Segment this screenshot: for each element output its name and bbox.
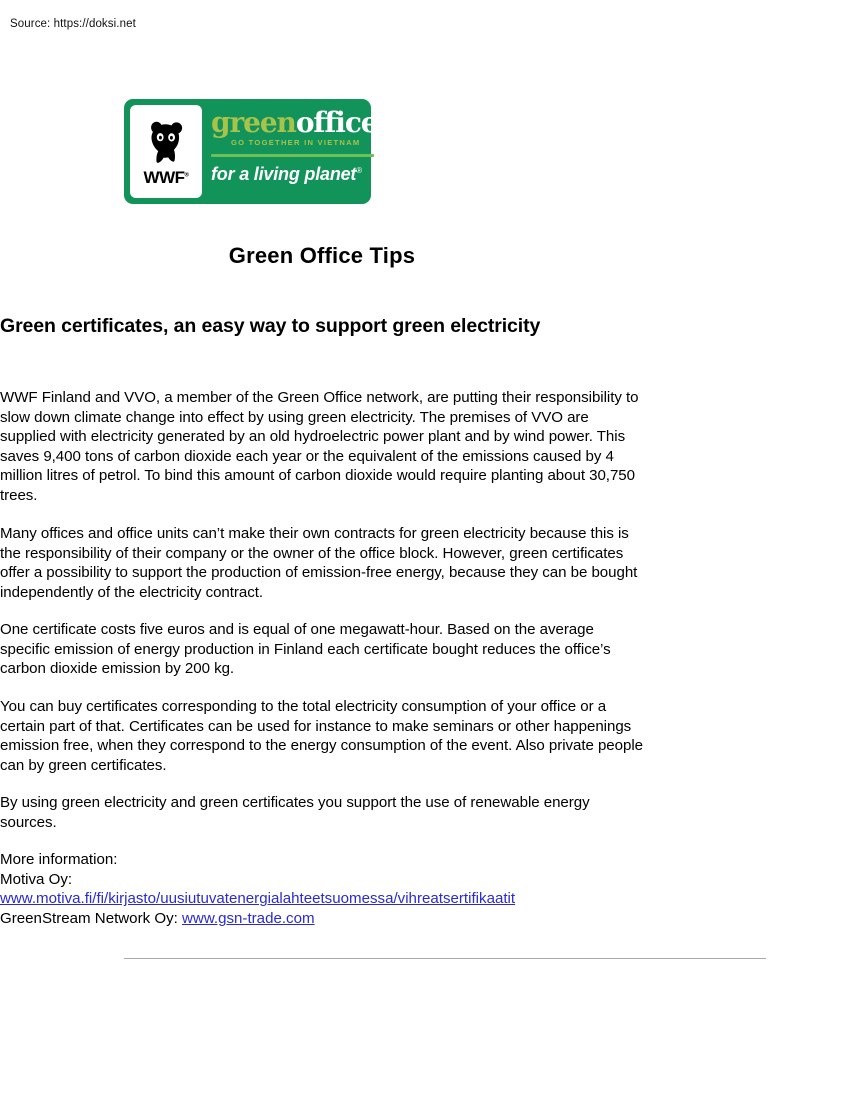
paragraph: You can buy certificates corresponding to the total electricity consumption of your office or a certain part of that. Certificates can be used for instance to make seminars or other happenings emission free, when they correspond to the energy consumption of the event. Also private people can by green certificates.	[0, 698, 643, 774]
registered-mark: ®	[184, 171, 189, 178]
wwf-green-office-logo	[124, 99, 378, 204]
section-heading: Green certificates, an easy way to support green electricity	[0, 315, 541, 337]
wordmark-office: office	[295, 106, 378, 139]
wwf-panda-panel	[130, 105, 202, 198]
paragraph-block-1	[0, 388, 644, 506]
paragraph-block-5	[0, 793, 644, 832]
panda-icon	[144, 118, 188, 168]
paragraph: Many offices and office units can’t make their own contracts for green electricity because this is the responsibility of their company or the owner of the office block. However, green certificates offer a possibility to support the production of emission-free energy, because they can be bought independently of the electricity contract.	[0, 525, 638, 601]
greenstream-label: GreenStream Network Oy:	[0, 909, 178, 927]
footer-divider	[124, 958, 766, 959]
motiva-link[interactable]: www.motiva.fi/fi/kirjasto/uusiutuvatenergialahteetsuomessa/vihreatsertifikaatit	[0, 890, 516, 908]
greenstream-row	[0, 909, 644, 929]
green-office-wordmark	[211, 106, 378, 139]
logo-divider-bar	[211, 154, 374, 157]
source-watermark: Source: https://doksi.net	[10, 18, 136, 30]
wwf-wordmark: WWF®	[143, 167, 189, 187]
paragraph: One certificate costs five euros and is equal of one megawatt-hour. Based on the average specific emission of energy production in Finland each certificate bought reduces the office’s carbon dioxide emission by 200 kg.	[0, 621, 611, 678]
more-information-heading: More information:	[0, 851, 118, 868]
greenstream-link[interactable]: www.gsn-trade.com	[182, 909, 315, 927]
wordmark-green: green	[211, 106, 296, 139]
logo-tagline: GO TOGETHER IN VIETNAM	[231, 137, 361, 147]
registered-mark-slogan: ®	[356, 165, 362, 175]
page-title: Green Office Tips	[228, 243, 416, 268]
motiva-label: Motiva Oy:	[0, 870, 73, 888]
paragraph: By using green electricity and green certificates you support the use of renewable energy sources.	[0, 794, 590, 831]
green-office-lockup	[202, 105, 378, 198]
logo-container	[124, 99, 378, 204]
paragraph-block-3	[0, 620, 644, 679]
more-information-block	[0, 850, 644, 928]
paragraph-block-2	[0, 524, 644, 602]
logo-slogan: for a living planet®	[211, 163, 362, 184]
paragraph: WWF Finland and VVO, a member of the Green Office network, are putting their responsibility to slow down climate change into effect by using green electricity. The premises of VVO are supplied with electricity generated by an old hydroelectric power plant and by wind power. This saves 9,400 tons of carbon dioxide each year or the equivalent of the emissions caused by 4 million litres of petrol. To bind this amount of carbon dioxide would require planting about 30,750 trees.	[0, 389, 639, 505]
paragraph-block-4	[0, 697, 644, 775]
motiva-link-row	[0, 889, 644, 909]
